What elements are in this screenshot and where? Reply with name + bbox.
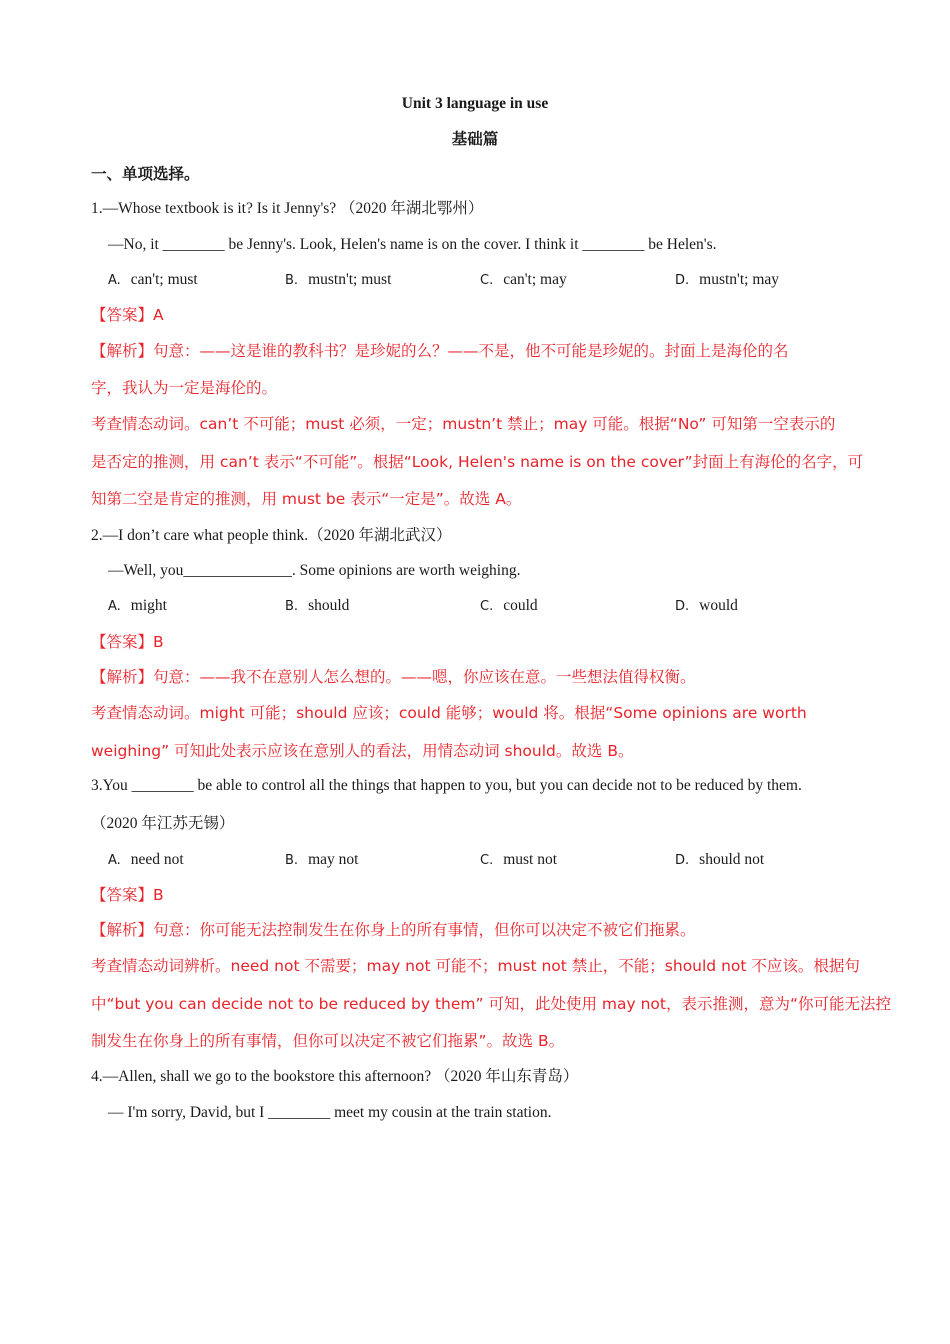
question-3-option-a [108, 850, 184, 871]
option-text: should not [699, 851, 765, 868]
option-text: may not [308, 851, 359, 868]
question-4-stem-reply: — I'm sorry, David, but I ________ meet my cousin at the train station. [108, 1104, 552, 1121]
question-1-explanation-line: 【解析】句意：——这是谁的教科书？是珍妮的么？——不是，他不可能是珍妮的。封面上是海伦的名 [91, 342, 789, 360]
option-text: can't; may [503, 271, 567, 288]
question-3-option-b [285, 850, 358, 871]
question-2-explanation-line: weighing” 可知此处表示应该在意别人的看法，用情态动词 should。故选 B。 [91, 742, 634, 760]
question-3-option-d [675, 850, 764, 871]
question-3-explanation-line: 考查情态动词辨析。need not 不需要；may not 可能不；must not 禁止，不能；should not 不应该。根据句 [91, 957, 860, 975]
question-1-explanation-line: 字，我认为一定是海伦的。 [91, 379, 278, 397]
question-1-option-d [675, 270, 779, 291]
option-text: mustn't; may [699, 271, 780, 288]
question-3-explanation-line: 【解析】句意：你可能无法控制发生在你身上的所有事情，但你可以决定不被它们拖累。 [91, 921, 696, 939]
question-3-option-c [480, 850, 557, 871]
option-label: B. [285, 599, 299, 614]
option-text: need not [130, 851, 184, 868]
question-1-stem-reply: —No, it ________ be Jenny's. Look, Helen's name is on the cover. I think it ________ be Helen's. [108, 236, 717, 253]
question-3-stem-source: （2020 年江苏无锡） [91, 815, 235, 832]
question-4-stem: 4.—Allen, shall we go to the bookstore this afternoon? （2020 年山东青岛） [91, 1068, 579, 1085]
question-2-option-a [108, 596, 167, 617]
option-label: D. [675, 853, 690, 868]
page-title: Unit 3 language in use [401, 95, 549, 112]
question-3-explanation-line: 制发生在你身上的所有事情，但你可以决定不被它们拖累”。故选 B。 [91, 1032, 565, 1050]
question-1-explanation-line: 考查情态动词。can’t 不可能；must 必须，一定；mustn’t 禁止；may 可能。根据“No” 可知第一空表示的 [91, 415, 836, 433]
question-2-option-c [480, 596, 538, 617]
section-heading: 一、单项选择。 [91, 165, 200, 183]
question-2-stem-reply: —Well, you______________. Some opinions are worth weighing. [108, 562, 521, 579]
question-2-explanation-line: 考查情态动词。might 可能；should 应该；could 能够；would 将。根据“Some opinions are worth [91, 704, 807, 722]
page-subtitle: 基础篇 [451, 130, 499, 148]
option-label: C. [480, 853, 494, 868]
option-label: D. [675, 273, 690, 288]
question-1-stem: 1.—Whose textbook is it? Is it Jenny's? （2020 年湖北鄂州） [91, 200, 484, 217]
question-1-explanation-line: 知第二空是肯定的推测，用 must be 表示“一定是”。故选 A。 [91, 490, 522, 508]
question-3-answer: 【答案】B [91, 886, 164, 904]
option-text: must not [503, 851, 558, 868]
question-3-explanation-line: 中“but you can decide not to be reduced by them” 可知，此处使用 may not，表示推测，意为“你可能无法控 [91, 995, 892, 1013]
option-label: A. [108, 273, 121, 288]
option-label: D. [675, 599, 690, 614]
option-text: would [699, 597, 738, 614]
question-3-stem: 3.You ________ be able to control all the things that happen to you, but you can decide not to be reduced by them. [91, 777, 802, 794]
option-label: B. [285, 273, 299, 288]
question-2-answer: 【答案】B [91, 633, 164, 651]
option-text: should [308, 597, 350, 614]
option-label: A. [108, 853, 121, 868]
question-1-explanation-line: 是否定的推测，用 can’t 表示“不可能”。根据“Look, Helen's name is on the cover”封面上有海伦的名字，可 [91, 453, 864, 471]
question-2-explanation-line: 【解析】句意：——我不在意别人怎么想的。——嗯，你应该在意。一些想法值得权衡。 [91, 668, 696, 686]
option-text: could [503, 597, 538, 614]
question-2-option-b [285, 596, 349, 617]
option-text: can't; must [130, 271, 198, 288]
option-text: mustn't; must [308, 271, 392, 288]
question-1-option-a [108, 270, 198, 291]
option-text: might [130, 597, 167, 614]
question-1-answer: 【答案】A [91, 306, 164, 324]
option-label: C. [480, 273, 494, 288]
question-2-option-d [675, 596, 738, 617]
question-1-option-b [285, 270, 391, 291]
option-label: C. [480, 599, 494, 614]
option-label: B. [285, 853, 299, 868]
question-2-stem: 2.—I don’t care what people think.（2020 年湖北武汉） [91, 527, 452, 544]
question-1-option-c [480, 270, 567, 291]
option-label: A. [108, 599, 121, 614]
